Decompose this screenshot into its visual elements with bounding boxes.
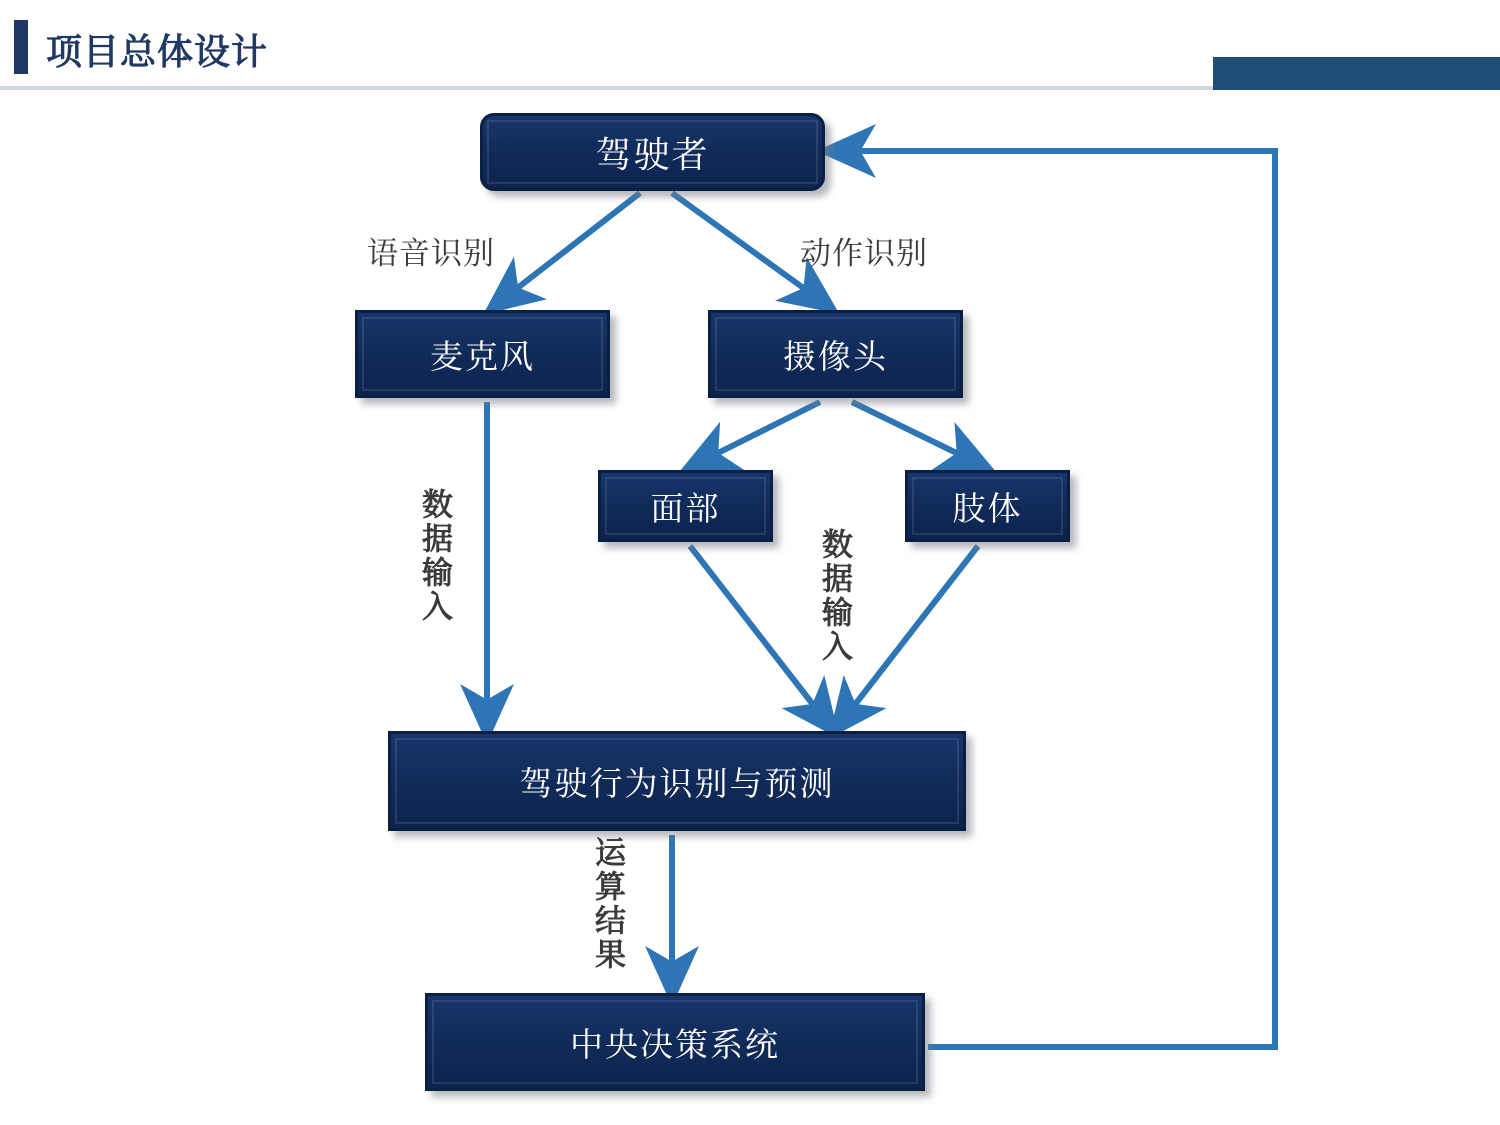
edge-limb-predict xyxy=(843,546,978,720)
node-face[interactable] xyxy=(598,470,773,542)
edge-camera-limb xyxy=(852,402,975,462)
edge-label-computation-result: 运算结果 xyxy=(590,836,625,972)
edge-camera-face xyxy=(700,402,820,462)
slide-header xyxy=(0,0,1500,88)
header-divider-accent xyxy=(1213,57,1500,90)
title-accent-bar xyxy=(14,20,28,74)
node-microphone-label: 麦克风 xyxy=(430,337,535,375)
node-camera[interactable] xyxy=(708,310,963,398)
node-behavior-prediction-label: 驾驶行为识别与预测 xyxy=(519,764,835,802)
node-limb-label: 肢体 xyxy=(952,489,1023,527)
edge-driver-camera xyxy=(672,193,820,300)
node-driver-label: 驾驶者 xyxy=(595,133,710,175)
edge-label-data-input-2: 数据输入 xyxy=(817,528,852,664)
node-microphone[interactable] xyxy=(355,310,610,398)
node-central-decision-system[interactable] xyxy=(425,993,925,1091)
page-title: 项目总体设计 xyxy=(46,31,269,72)
diagram-connectors xyxy=(0,88,1500,1125)
edge-label-motion-recognition: 动作识别 xyxy=(800,236,928,271)
node-driver[interactable] xyxy=(480,113,825,191)
node-central-decision-system-label: 中央决策系统 xyxy=(570,1025,780,1063)
node-behavior-prediction[interactable] xyxy=(388,731,966,831)
edge-driver-mic xyxy=(502,193,640,300)
edge-label-voice-recognition: 语音识别 xyxy=(367,236,495,271)
node-face-label: 面部 xyxy=(650,489,721,527)
edge-label-data-input-1: 数据输入 xyxy=(417,488,452,624)
edge-central-driver xyxy=(840,151,1275,1047)
node-camera-label: 摄像头 xyxy=(783,337,888,375)
diagram-canvas xyxy=(0,88,1500,1125)
node-limb[interactable] xyxy=(905,470,1070,542)
edge-face-predict xyxy=(690,546,825,720)
